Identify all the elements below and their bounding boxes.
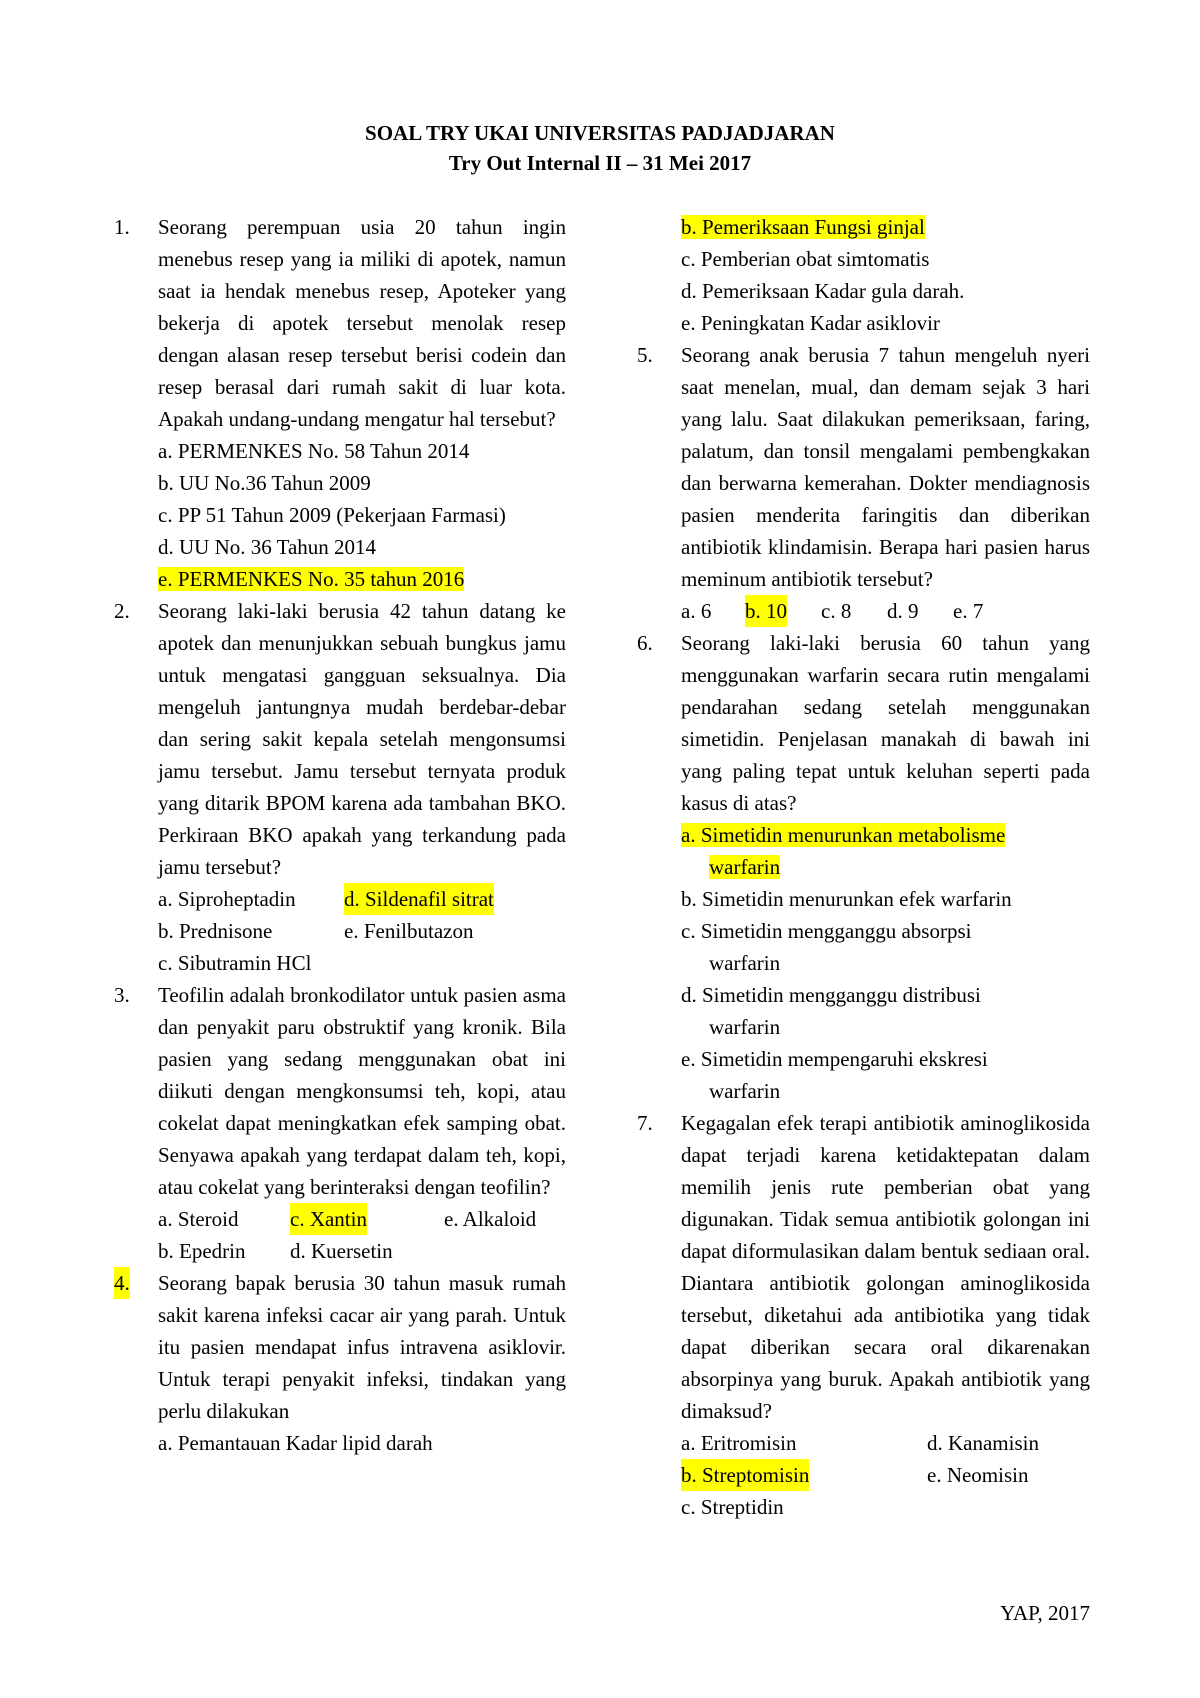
option-a: a. Eritromisin: [681, 1431, 797, 1455]
option-c: c. Streptidin: [681, 1495, 784, 1519]
option-c: c. 8: [821, 599, 852, 623]
option-b: b. Simetidin menurunkan efek warfarin: [681, 887, 1012, 911]
question-text: Seorang laki-laki berusia 42 tahun datang ke apotek dan menunjukkan sebuah bungkus jamu untuk mengatasi gangguan seksualnya. Dia mengeluh jantungnya mudah berdebar-debar dan sering sakit kepala setelah mengonsumsi jamu tersebut. Jamu tersebut ternyata produk yang ditarik BPOM karena ada tambahan BKO. Perkiraan BKO apakah yang terkandung pada jamu tersebut?: [158, 599, 566, 879]
option-b: b. UU No.36 Tahun 2009: [158, 471, 371, 495]
question-6: [637, 627, 1090, 1107]
question-3: [114, 979, 566, 1267]
option-a: a. Pemantauan Kadar lipid darah: [158, 1431, 433, 1455]
question-text: Kegagalan efek terapi antibiotik aminoglikosida dapat terjadi karena ketidaktepatan dalam memilih jenis rute pemberian obat yang digunakan. Tidak semua antibiotik golongan ini dapat diformulasikan dalam bentuk sediaan oral. Diantara antibiotik golongan aminoglikosida tersebut, diketahui ada antibiotika yang tidak dapat diberikan secara oral dikarenakan absorpinya yang buruk. Apakah antibiotik yang dimaksud?: [681, 1111, 1090, 1423]
option-a-answer-continued: warfarin: [709, 855, 781, 879]
option-e: e. 7: [953, 599, 984, 623]
option-a: a. 6: [681, 599, 712, 623]
option-e: e. Peningkatan Kadar asiklovir: [681, 311, 940, 335]
option-a: a. Steroid: [158, 1207, 239, 1231]
question-text: Seorang perempuan usia 20 tahun ingin menebus resep yang ia miliki di apotek, namun saat ia hendak menebus resep, Apoteker yang bekerja di apotek tersebut menolak resep dengan alasan resep tersebut berisi codein dan resep berasal dari rumah sakit di luar kota. Apakah undang-undang mengatur hal tersebut?: [158, 215, 566, 431]
option-d: d. Pemeriksaan Kadar gula darah.: [681, 279, 965, 303]
right-column: [637, 211, 1090, 1523]
question-number: 5.: [637, 343, 653, 367]
question-text: Seorang bapak berusia 30 tahun masuk rumah sakit karena infeksi cacar air yang parah. Untuk itu pasien mendapat infus intravena asiklovir. Untuk terapi penyakit infeksi, tindakan yang perlu dilakukan: [158, 1271, 566, 1423]
option-d-answer: d. Sildenafil sitrat: [344, 883, 494, 915]
document-subtitle: Try Out Internal II – 31 Mei 2017: [448, 151, 752, 175]
option-a: a. Siproheptadin: [158, 887, 296, 911]
question-text: Teofilin adalah bronkodilator untuk pasien asma dan penyakit paru obstruktif yang kronik. Bila pasien yang sedang menggunakan obat ini diikuti dengan mengkonsumsi teh, kopi, atau cokelat dapat meningkatkan efek samping obat. Senyawa apakah yang terdapat dalam teh, kopi, atau cokelat yang berinteraksi dengan teofilin?: [158, 983, 566, 1199]
question-number: 6.: [637, 631, 653, 655]
question-number: 1.: [114, 215, 130, 239]
option-b: b. Prednisone: [158, 919, 273, 943]
option-b: b. Epedrin: [158, 1239, 246, 1263]
page-footer: YAP, 2017: [1000, 1601, 1090, 1625]
option-d: d. UU No. 36 Tahun 2014: [158, 535, 377, 559]
option-b-answer: b. Pemeriksaan Fungsi ginjal: [681, 215, 925, 239]
question-number: 3.: [114, 983, 130, 1007]
option-a-answer: a. Simetidin menurunkan metabolisme: [681, 823, 1006, 847]
question-text: Seorang laki-laki berusia 60 tahun yang menggunakan warfarin secara rutin mengalami pendarahan sedang setelah menggunakan simetidin. Penjelasan manakah di bawah ini yang paling tepat untuk keluhan seperti pada kasus di atas?: [681, 631, 1090, 815]
option-b-answer: b. Streptomisin: [681, 1459, 809, 1491]
question-4-continued: [637, 211, 1090, 339]
question-number: 2.: [114, 599, 130, 623]
option-a: a. PERMENKES No. 58 Tahun 2014: [158, 439, 470, 463]
option-d: d. 9: [887, 599, 919, 623]
document-header: [0, 118, 1200, 178]
left-column: [114, 211, 566, 1459]
option-e: e. Fenilbutazon: [344, 919, 474, 943]
option-c: c. Pemberian obat simtomatis: [681, 247, 930, 271]
question-4: [114, 1267, 566, 1459]
question-1: [114, 211, 566, 595]
question-number-highlighted: 4.: [114, 1267, 130, 1299]
question-5: [637, 339, 1090, 627]
option-e: e. Simetidin mempengaruhi ekskresi warfarin: [681, 1047, 988, 1103]
document-title: SOAL TRY UKAI UNIVERSITAS PADJADJARAN: [365, 121, 835, 145]
question-7: [637, 1107, 1090, 1523]
question-2: [114, 595, 566, 979]
option-d: d. Simetidin mengganggu distribusi warfarin: [681, 983, 981, 1039]
option-c: c. PP 51 Tahun 2009 (Pekerjaan Farmasi): [158, 503, 506, 527]
option-e-answer: e. PERMENKES No. 35 tahun 2016: [158, 567, 465, 591]
option-c: c. Simetidin mengganggu absorpsi warfarin: [681, 919, 972, 975]
question-text: Seorang anak berusia 7 tahun mengeluh nyeri saat menelan, mual, dan demam sejak 3 hari yang lalu. Saat dilakukan pemeriksaan, faring, palatum, dan tonsil mengalami pembengkakan dan berwarna kemerahan. Dokter mendiagnosis pasien menderita faringitis dan diberikan antibiotik klindamisin. Berapa hari pasien harus meminum antibiotik tersebut?: [681, 343, 1090, 591]
option-d: d. Kanamisin: [927, 1431, 1039, 1455]
option-b-answer: b. 10: [745, 595, 787, 627]
option-e: e. Alkaloid: [444, 1207, 537, 1231]
option-c: c. Sibutramin HCl: [158, 951, 312, 975]
option-d: d. Kuersetin: [290, 1239, 393, 1263]
option-c-answer: c. Xantin: [290, 1203, 367, 1235]
option-e: e. Neomisin: [927, 1463, 1029, 1487]
question-number: 7.: [637, 1111, 653, 1135]
